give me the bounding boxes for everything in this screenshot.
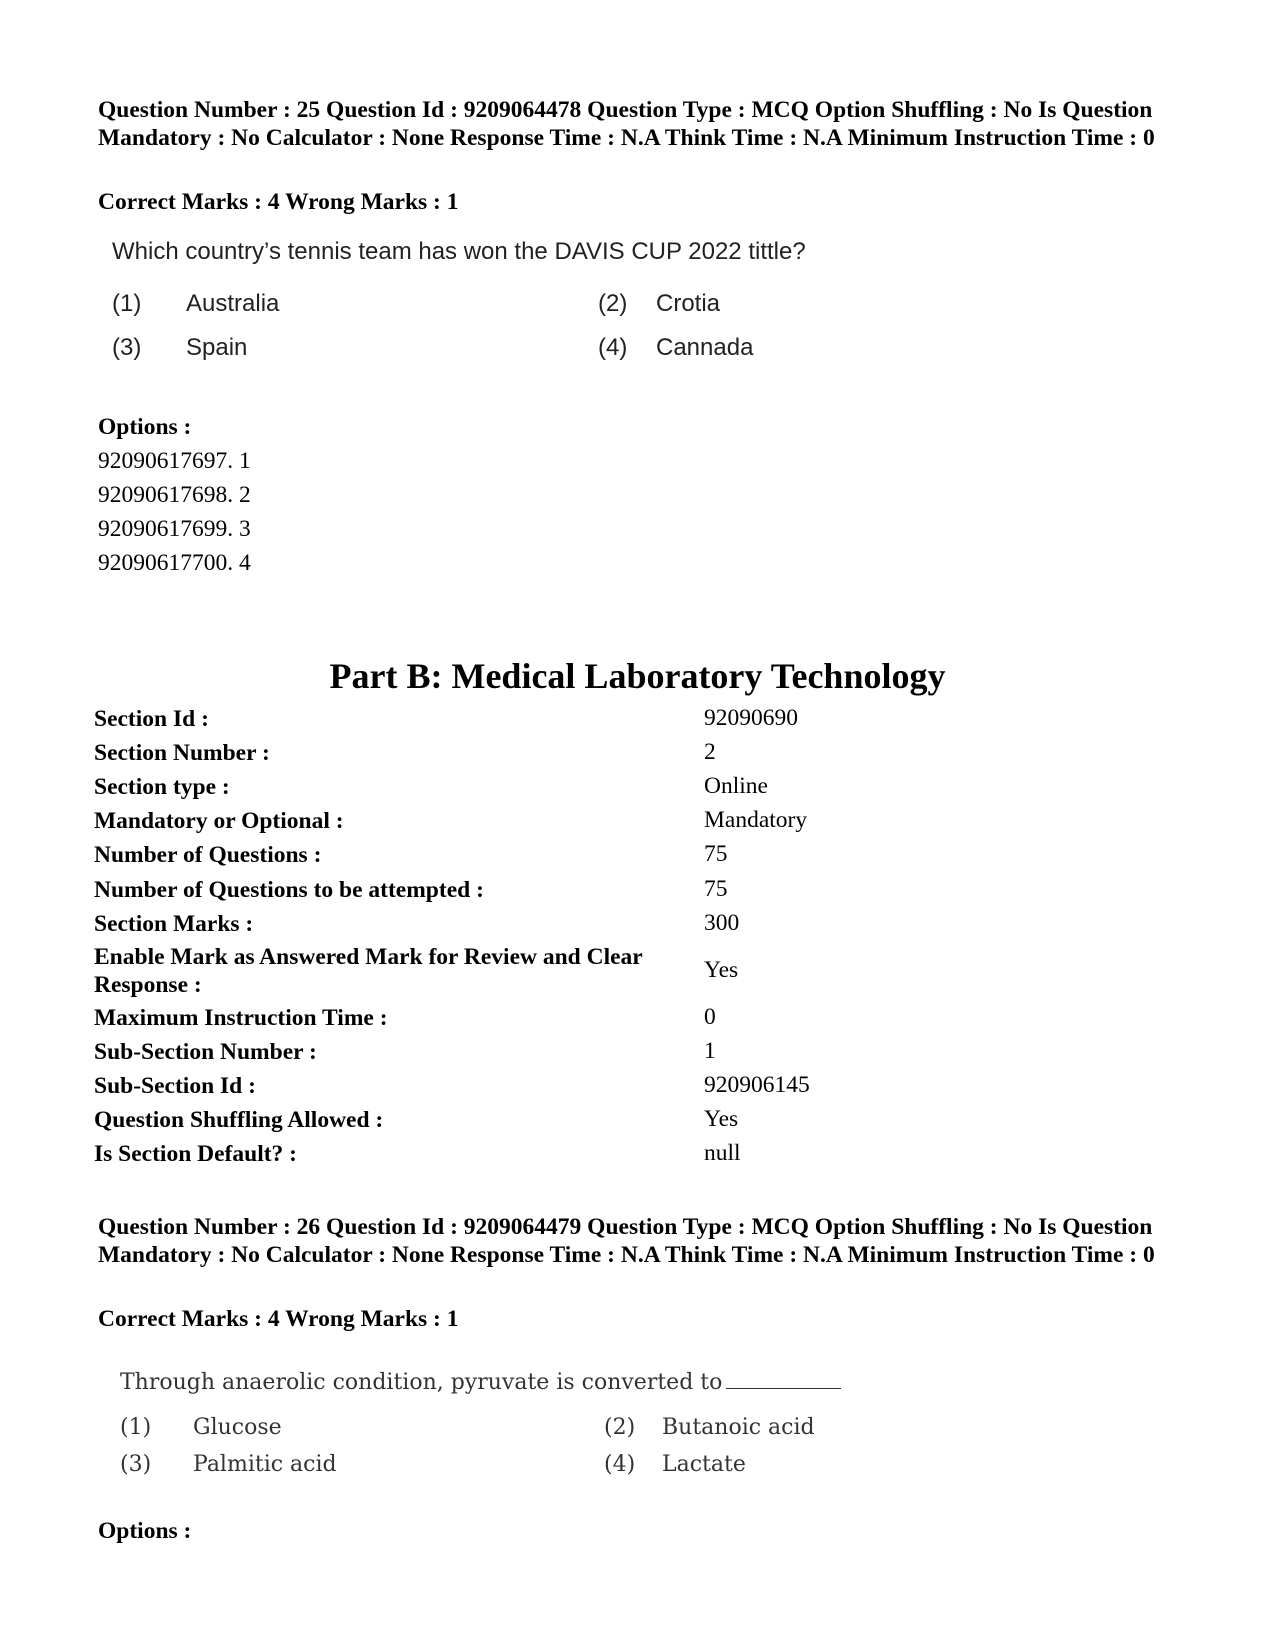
q25-choice-1-num: (1)	[112, 290, 142, 317]
answer-blank	[726, 1387, 841, 1389]
q25-choice-4-text: Cannada	[656, 334, 754, 361]
q26-choice-3-text: Palmitic acid	[193, 1452, 337, 1477]
section-id-value: 92090690	[704, 705, 798, 731]
mandatory-value: Mandatory	[704, 807, 808, 833]
q26-choice-4-text: Lactate	[662, 1452, 746, 1477]
q25-choice-3-num: (3)	[112, 334, 142, 361]
section-default-value: null	[704, 1140, 741, 1166]
q25-marks: Correct Marks : 4 Wrong Marks : 1	[98, 189, 459, 215]
section-marks-value: 300	[704, 910, 740, 936]
num-questions-value: 75	[704, 841, 728, 867]
q25-choice-3-text: Spain	[186, 334, 248, 361]
num-attempted-label: Number of Questions to be attempted :	[94, 877, 484, 903]
max-instruction-value: 0	[704, 1004, 716, 1030]
q25-option-4: 92090617700. 4	[98, 550, 251, 576]
q26-choice-4-num: (4)	[604, 1452, 636, 1477]
max-instruction-label: Maximum Instruction Time :	[94, 1005, 388, 1031]
section-type-value: Online	[704, 773, 768, 799]
q25-choices	[0, 290, 1275, 390]
q25-option-3: 92090617699. 3	[98, 516, 251, 542]
q26-question	[120, 1370, 841, 1395]
section-number-value: 2	[704, 739, 716, 765]
q25-meta: Question Number : 25 Question Id : 9209064478 Question Type : MCQ Option Shuffling : No Is Question Mandatory : No Calculator : None Response Time : N.A Think Time : N.A Minimum Instruction Time : 0	[98, 97, 1155, 151]
q26-choice-2-text: Butanoic acid	[662, 1415, 815, 1440]
q25-question-text: Which country’s tennis team has won the DAVIS CUP 2022 tittle?	[112, 238, 806, 265]
q25-choice-2-num: (2)	[598, 290, 628, 317]
q25-choice-4-num: (4)	[598, 334, 628, 361]
subsection-id-value: 920906145	[704, 1072, 810, 1098]
q26-choice-1-num: (1)	[120, 1415, 152, 1440]
part-title: Part B: Medical Laboratory Technology	[329, 656, 946, 696]
section-number-label: Section Number :	[94, 740, 270, 766]
q25-option-2: 92090617698. 2	[98, 482, 251, 508]
q26-choice-3-num: (3)	[120, 1452, 152, 1477]
section-default-label: Is Section Default? :	[94, 1141, 297, 1167]
q26-options-label: Options :	[98, 1518, 192, 1544]
section-id-label: Section Id :	[94, 706, 209, 732]
q25-choice-1-text: Australia	[186, 290, 280, 317]
section-type-label: Section type :	[94, 774, 230, 800]
shuffling-label: Question Shuffling Allowed :	[94, 1107, 384, 1133]
q26-choices	[0, 1415, 1275, 1495]
q25-options-label: Options :	[98, 414, 192, 440]
section-marks-label: Section Marks :	[94, 911, 254, 937]
q26-marks: Correct Marks : 4 Wrong Marks : 1	[98, 1306, 459, 1332]
q25-choice-2-text: Crotia	[656, 290, 721, 317]
num-attempted-value: 75	[704, 876, 728, 902]
q26-question-text: Through anaerolic condition, pyruvate is converted to	[120, 1370, 723, 1395]
q26-meta: Question Number : 26 Question Id : 9209064479 Question Type : MCQ Option Shuffling : No Is Question Mandatory : No Calculator : None Response Time : N.A Think Time : N.A Minimum Instruction Time : 0	[98, 1214, 1155, 1268]
enable-mark-label: Enable Mark as Answered Mark for Review and Clear Response :	[94, 944, 643, 998]
subsection-id-label: Sub-Section Id :	[94, 1073, 256, 1099]
mandatory-label: Mandatory or Optional :	[94, 808, 344, 834]
subsection-number-label: Sub-Section Number :	[94, 1039, 317, 1065]
subsection-number-value: 1	[704, 1038, 716, 1064]
num-questions-label: Number of Questions :	[94, 842, 322, 868]
q26-choice-2-num: (2)	[604, 1415, 636, 1440]
shuffling-value: Yes	[704, 1106, 739, 1132]
enable-mark-value: Yes	[704, 957, 739, 983]
q26-choice-1-text: Glucose	[193, 1415, 282, 1440]
q25-option-1: 92090617697. 1	[98, 448, 251, 474]
